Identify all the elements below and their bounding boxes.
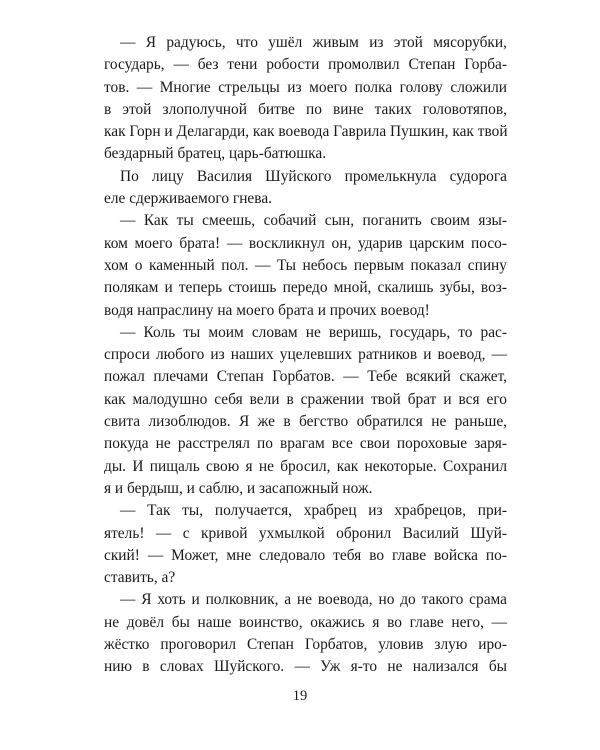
text-line: в этой злополучной битве по вине таких головотяпов, — [104, 100, 507, 118]
text-line: ятель! — с кривой ухмылкой обронил Василий Шуй- — [104, 524, 507, 542]
text-line: жёстко проговорил Степан Горбатов, уловив злую иро- — [104, 636, 507, 654]
text-line: ский! — Может, мне следовало тебя во главе войска по- — [104, 546, 507, 564]
text-line: ставить, а? — [104, 569, 176, 587]
paragraph — [104, 166, 507, 211]
text-line: тов. — Многие стрельцы из моего полка голову сложили — [104, 78, 507, 96]
text-line: как малодушно себя вели в сражении твой брат и вся его — [104, 390, 507, 408]
text-line: нию в словах Шуйского. — Уж я-то не нализался бы — [104, 658, 507, 676]
text-line: — Я хоть и полковник, а не воевода, но до такого срама — [120, 591, 507, 609]
text-line: хом о каменный пол. — Ты небось первым показал спину — [104, 256, 507, 274]
text-line: покуда не расстрелял по врагам все свои пороховые заря- — [104, 435, 507, 453]
paragraph — [104, 32, 507, 166]
text-line: бездарный братец, царь-батюшка. — [104, 145, 327, 163]
text-line: свита лизоблюдов. Я же в бегство обратился не раньше, — [104, 413, 507, 431]
text-line: — Так ты, получается, храбрец из храбрецов, при- — [120, 502, 507, 520]
text-line: не довёл бы наше воинство, окажись я во главе него, — — [104, 613, 507, 631]
text-line: спроси любого из наших уцелевших ратников и воевод, — — [104, 346, 507, 364]
text-line: ды. И пищаль свою я не бросил, как некоторые. Сохранил — [104, 457, 507, 475]
paragraph — [104, 500, 507, 589]
text-line: — Как ты смеешь, собачий сын, поганить своим язы- — [120, 212, 507, 230]
text-line: еле сдерживаемого гнева. — [104, 190, 273, 208]
text-line: По лицу Василия Шуйского промелькнула судорога — [120, 167, 507, 185]
text-line: я и бердыш, и саблю, и засапожный нож. — [104, 479, 373, 497]
text-line: водя напраслину на моего брата и прочих воевод! — [104, 301, 430, 319]
text-line: — Коль ты моим словам не веришь, государь, то рас- — [120, 323, 507, 341]
page-number: 19 — [292, 688, 308, 704]
text-line: как Горн и Делагарди, как воевода Гаврила Пушкин, как твой — [104, 123, 508, 141]
body-text — [104, 32, 507, 679]
text-line: пожал плечами Степан Горбатов. — Тебе всякий скажет, — [104, 368, 507, 386]
paragraph — [104, 589, 507, 678]
paragraph — [104, 210, 507, 321]
text-line: полякам и теперь стоишь передо мной, скалишь зубы, воз- — [104, 279, 507, 297]
paragraph — [104, 322, 507, 500]
text-line: — Я радуюсь, что ушёл живым из этой мясорубки, — [120, 34, 507, 51]
text-line: ком моего брата! — воскликнул он, ударив царским посо- — [104, 234, 507, 252]
text-line: государь, — без тени робости промолвил Степан Горба- — [104, 56, 507, 74]
